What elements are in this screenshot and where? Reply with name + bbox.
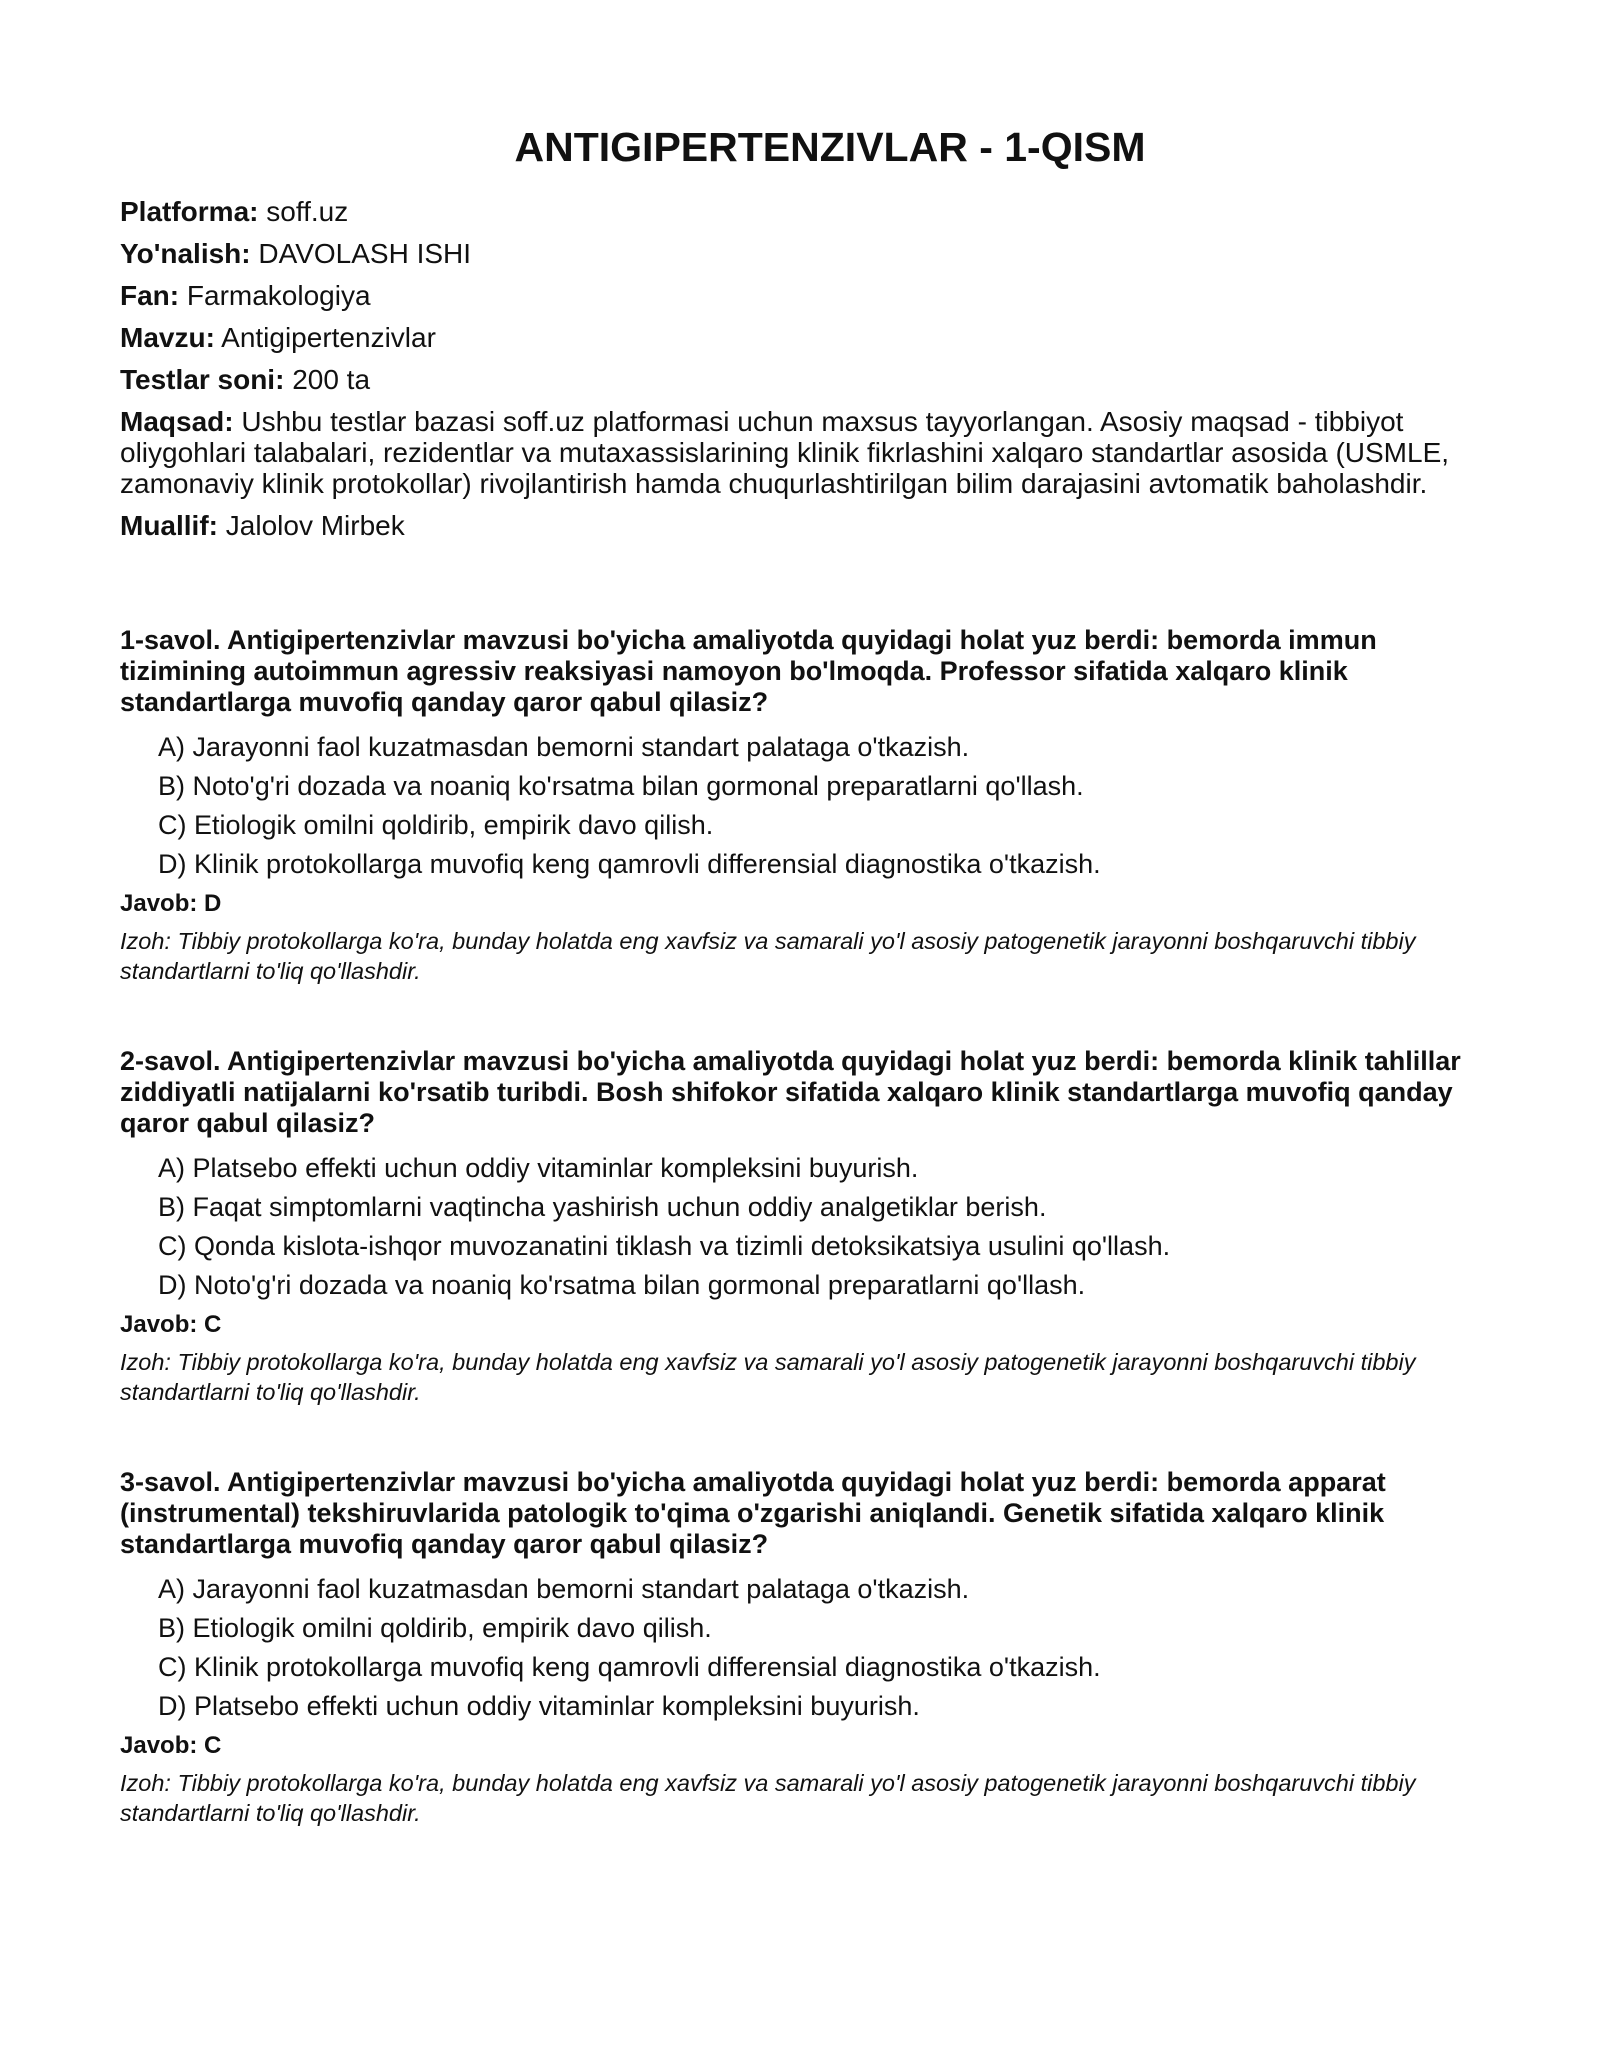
option-list <box>120 732 1490 880</box>
meta-value: DAVOLASH ISHI <box>258 238 472 269</box>
question-item <box>120 1467 1490 1828</box>
option-c: C) Klinik protokollarga muvofiq keng qamrovli differensial diagnostika o'tkazish. <box>158 1652 1101 1682</box>
answer-label: Javob: C <box>120 1311 222 1338</box>
explanation-text: Izoh: Tibbiy protokollarga ko'ra, bunday holatda eng xavfsiz va samarali yo'l asosiy patogenetik jarayonni boshqaruvchi tibbiy standartlarni to'liq qo'llashdir. <box>120 1349 1416 1405</box>
meta-value: Ushbu testlar bazasi soff.uz platformasi uchun maxsus tayyorlangan. Asosiy maqsad - tibbiyot oliygohlari talabalari, rezidentlar va mutaxassislarining klinik fikrlashini xalqaro standartlar asosida (USMLE, zamonaviy klinik protokollar) rivojlantirish hamda chuqurlashtirilgan bilim darajasini avtomatik baholashdir. <box>120 406 1450 499</box>
meta-test-count <box>120 364 1490 395</box>
meta-key: Platforma: <box>120 196 259 227</box>
explanation-text: Izoh: Tibbiy protokollarga ko'ra, bunday holatda eng xavfsiz va samarali yo'l asosiy patogenetik jarayonni boshqaruvchi tibbiy standartlarni to'liq qo'llashdir. <box>120 1770 1416 1826</box>
meta-value: Farmakologiya <box>186 280 371 311</box>
option-list <box>120 1153 1490 1301</box>
meta-key: Mavzu: <box>120 322 215 353</box>
question-text: 3-savol. Antigipertenzivlar mavzusi bo'yicha amaliyotda quyidagi holat yuz berdi: bemorda apparat (instrumental) tekshiruvlarida patologik to'qima o'zgarishi aniqlandi. Genetik sifatida xalqaro klinik standartlarga muvofiq qanday qaror qabul qilasiz? <box>120 1467 1386 1559</box>
meta-subject <box>120 280 1490 311</box>
meta-key: Yo'nalish: <box>120 238 251 269</box>
option-list <box>120 1574 1490 1722</box>
explanation-text: Izoh: Tibbiy protokollarga ko'ra, bunday holatda eng xavfsiz va samarali yo'l asosiy patogenetik jarayonni boshqaruvchi tibbiy standartlarni to'liq qo'llashdir. <box>120 928 1416 984</box>
option-a: A) Platsebo effekti uchun oddiy vitaminlar kompleksini buyurish. <box>158 1153 919 1183</box>
option-c: C) Qonda kislota-ishqor muvozanatini tiklash va tizimli detoksikatsiya usulini qo'llash. <box>158 1231 1171 1261</box>
option-d: D) Noto'g'ri dozada va noaniq ko'rsatma bilan gormonal preparatlarni qo'llash. <box>158 1270 1086 1300</box>
document-page <box>120 0 1490 1888</box>
meta-author <box>120 510 1490 541</box>
meta-direction <box>120 238 1490 269</box>
meta-value: soff.uz <box>266 196 349 227</box>
question-text: 2-savol. Antigipertenzivlar mavzusi bo'yicha amaliyotda quyidagi holat yuz berdi: bemorda klinik tahlillar ziddiyatli natijalarni ko'rsatib turibdi. Bosh shifokor sifatida xalqaro klinik standartlarga muvofiq qanday qaror qabul qilasiz? <box>120 1046 1461 1138</box>
question-item <box>120 625 1490 986</box>
question-item <box>120 1046 1490 1407</box>
option-b: B) Noto'g'ri dozada va noaniq ko'rsatma bilan gormonal preparatlarni qo'llash. <box>158 771 1084 801</box>
meta-key: Maqsad: <box>120 406 234 437</box>
meta-topic <box>120 322 1490 353</box>
option-b: B) Etiologik omilni qoldirib, empirik davo qilish. <box>158 1613 712 1643</box>
option-a: A) Jarayonni faol kuzatmasdan bemorni standart palataga o'tkazish. <box>158 732 970 762</box>
question-text: 1-savol. Antigipertenzivlar mavzusi bo'yicha amaliyotda quyidagi holat yuz berdi: bemorda immun tizimining autoimmun agressiv reaksiyasi namoyon bo'lmoqda. Professor sifatida xalqaro klinik standartlarga muvofiq qanday qaror qabul qilasiz? <box>120 625 1377 717</box>
meta-key: Testlar soni: <box>120 364 285 395</box>
option-b: B) Faqat simptomlarni vaqtincha yashirish uchun oddiy analgetiklar berish. <box>158 1192 1047 1222</box>
option-d: D) Klinik protokollarga muvofiq keng qamrovli differensial diagnostika o'tkazish. <box>158 849 1101 879</box>
answer-label: Javob: C <box>120 1732 222 1759</box>
meta-value: Antigipertenzivlar <box>221 322 436 353</box>
meta-key: Muallif: <box>120 510 218 541</box>
meta-platform <box>120 196 1490 227</box>
meta-purpose <box>120 406 1490 499</box>
option-a: A) Jarayonni faol kuzatmasdan bemorni standart palataga o'tkazish. <box>158 1574 970 1604</box>
meta-value: Jalolov Mirbek <box>225 510 405 541</box>
document-title: ANTIGIPERTENZIVLAR - 1-QISM <box>514 124 1146 170</box>
metadata-block <box>120 196 1490 541</box>
meta-key: Fan: <box>120 280 180 311</box>
option-c: C) Etiologik omilni qoldirib, empirik davo qilish. <box>158 810 714 840</box>
meta-value: 200 ta <box>292 364 371 395</box>
answer-label: Javob: D <box>120 890 222 917</box>
option-d: D) Platsebo effekti uchun oddiy vitaminlar kompleksini buyurish. <box>158 1691 920 1721</box>
question-list <box>120 625 1490 1828</box>
